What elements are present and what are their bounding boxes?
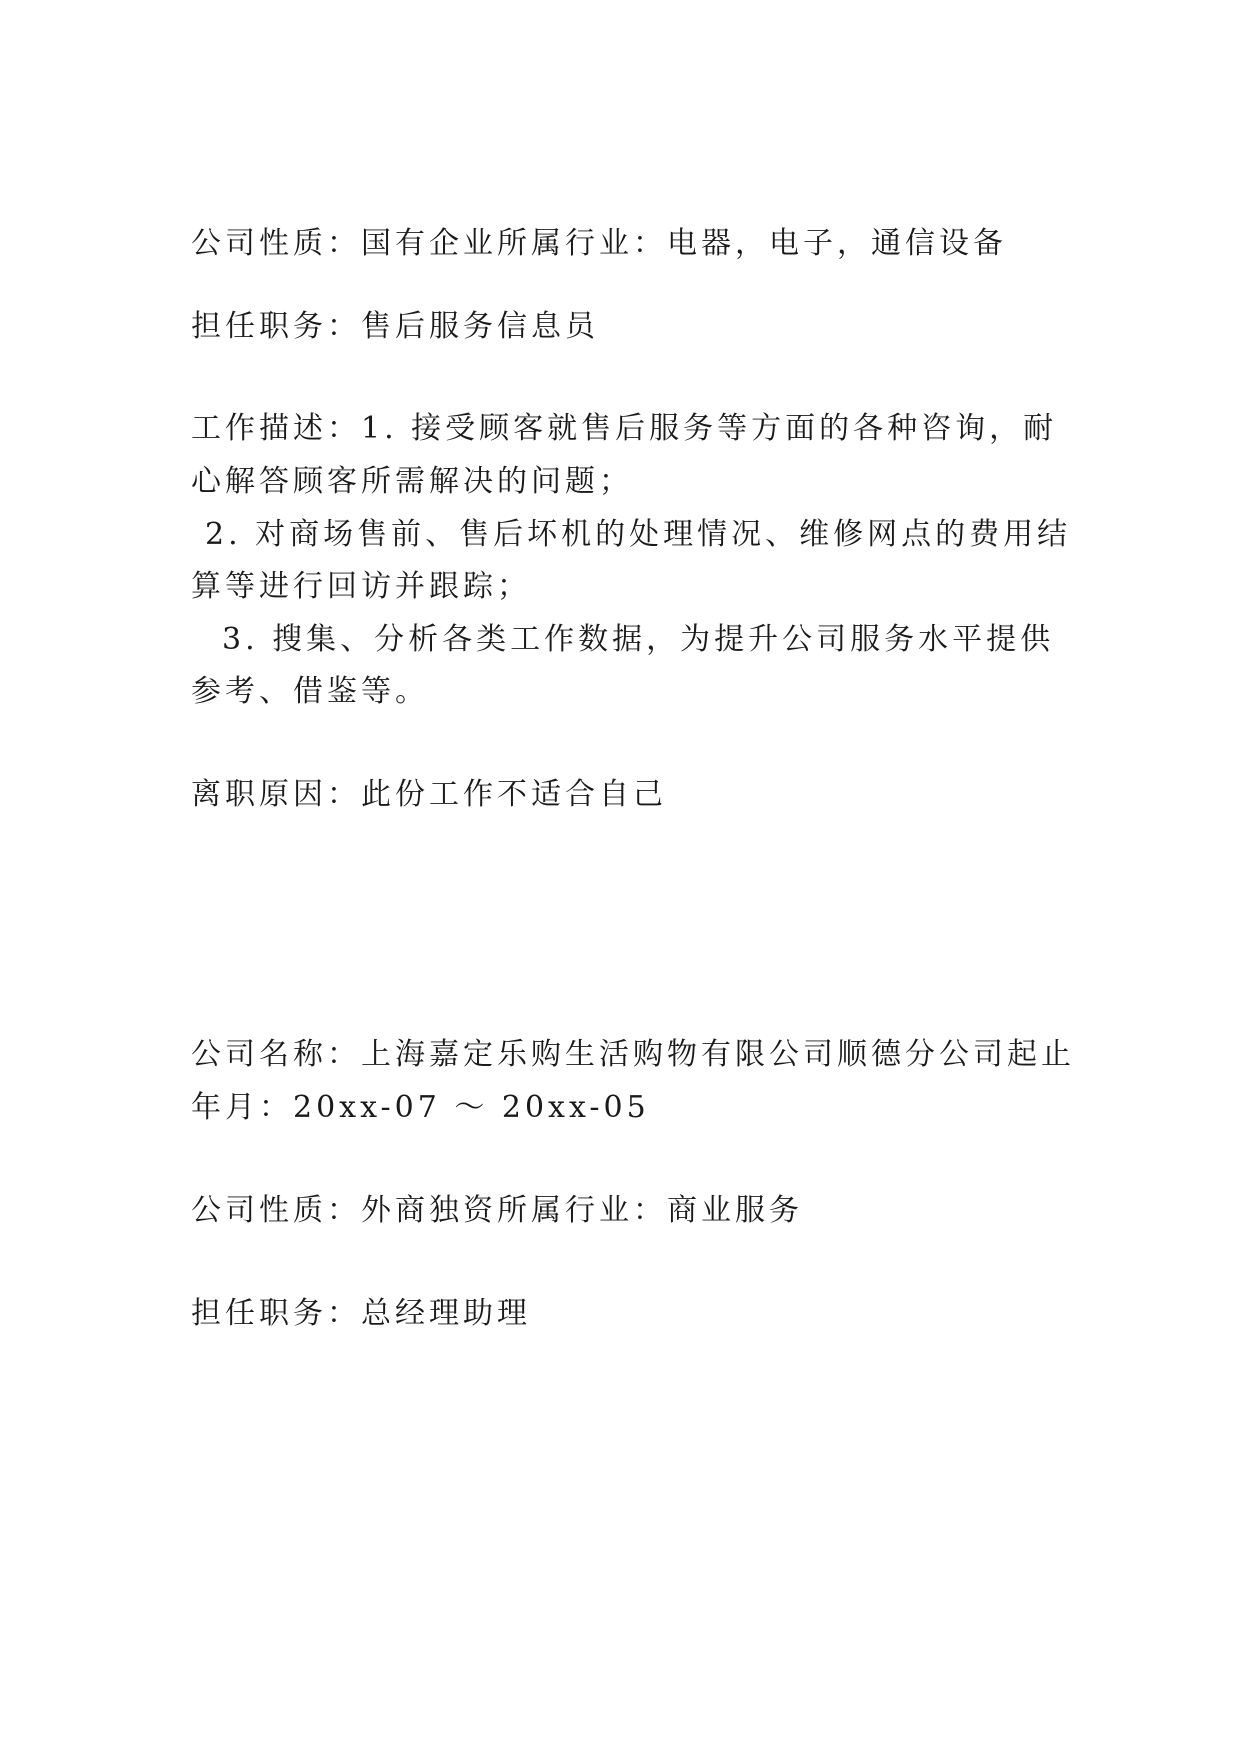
job2-company-name-line-2: 年月：20xx-07 ～ 20xx-05 (191, 1090, 650, 1125)
job1-description-line-5: 3. 搜集、分析各类工作数据，为提升公司服务水平提供 (222, 622, 1055, 657)
job2-position: 担任职务：总经理助理 (191, 1296, 531, 1331)
job2-company-name-line-1: 公司名称：上海嘉定乐购生活购物有限公司顺德分公司起止 (191, 1037, 1075, 1072)
job1-description-line-2: 心解答顾客所需解决的问题； (191, 464, 633, 499)
job1-description-line-6: 参考、借鉴等。 (191, 674, 429, 709)
job1-leave-reason: 离职原因：此份工作不适合自己 (191, 777, 667, 812)
job1-description-line-4: 算等进行回访并跟踪； (191, 569, 531, 604)
job1-description-line-3: 2. 对商场售前、售后坏机的处理情况、维修网点的费用结 (205, 517, 1072, 552)
job1-description-line-1: 工作描述：1. 接受顾客就售后服务等方面的各种咨询，耐 (191, 411, 1058, 446)
job2-company-nature: 公司性质：外商独资所属行业：商业服务 (191, 1193, 803, 1228)
job1-position: 担任职务：售后服务信息员 (191, 309, 599, 344)
job1-company-nature: 公司性质：国有企业所属行业：电器，电子，通信设备 (191, 226, 1007, 261)
